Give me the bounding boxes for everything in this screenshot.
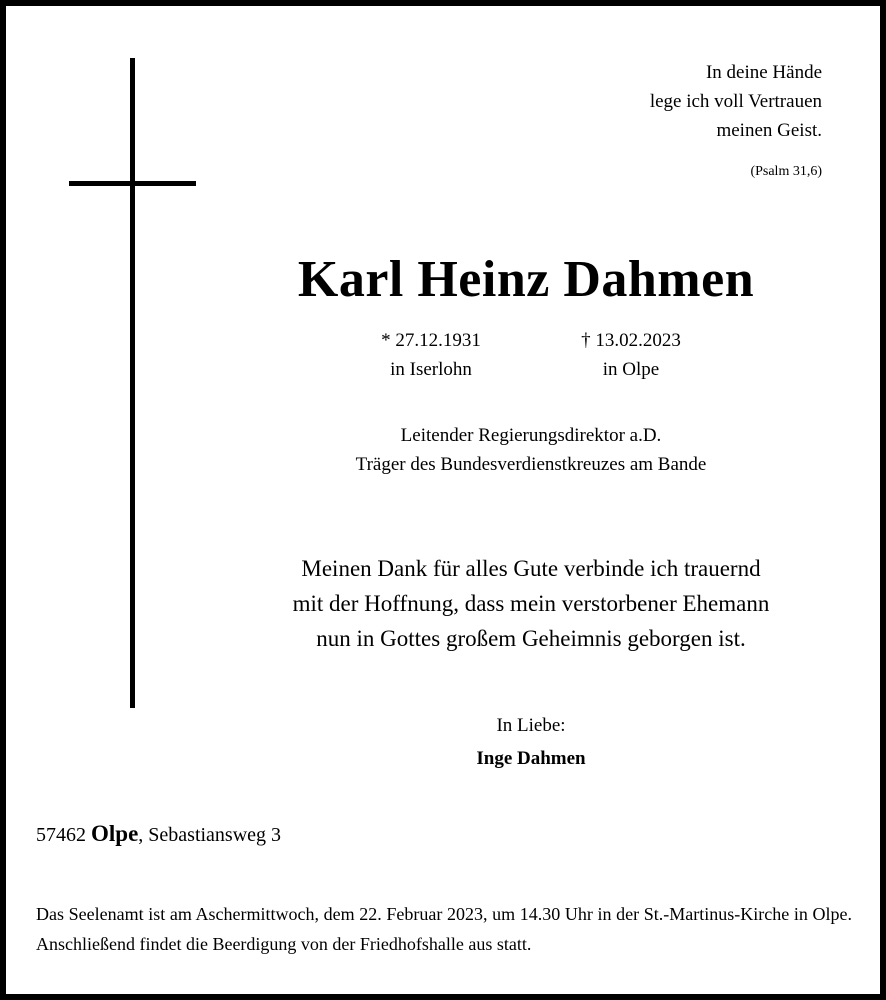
signature-block	[406, 709, 656, 775]
psalm-line: In deine Hände	[705, 62, 822, 83]
deceased-titles	[256, 421, 806, 479]
signer-name: Inge Dahmen	[476, 748, 586, 769]
birth-date: * 27.12.1931	[381, 330, 481, 351]
thanks-line: Meinen Dank für alles Gute verbinde ich trauernd	[301, 556, 761, 581]
funeral-notice: Das Seelenamt ist am Aschermittwoch, dem 22. Februar 2023, um 14.30 Uhr in der St.-Martinus-Kirche in Olpe. Anschließend findet die Beerdigung von der Friedhofshalle aus statt.	[36, 904, 852, 954]
thanks-message	[206, 551, 856, 656]
deceased-name: Karl Heinz Dahmen	[297, 251, 755, 308]
address	[36, 821, 281, 847]
death-info	[566, 326, 696, 384]
psalm-line: lege ich voll Vertrauen	[649, 91, 822, 112]
thanks-line: mit der Hoffnung, dass mein verstorbener Ehemann	[292, 591, 770, 616]
death-date: † 13.02.2023	[581, 330, 681, 351]
birth-info	[366, 326, 496, 384]
address-street: , Sebastiansweg 3	[138, 824, 282, 846]
address-city: Olpe	[91, 821, 139, 846]
psalm-quote	[650, 58, 822, 145]
signature-intro: In Liebe:	[496, 715, 566, 736]
psalm-reference: (Psalm 31,6)	[750, 164, 822, 179]
birth-place: in Iserlohn	[390, 359, 472, 380]
postal-code: 57462	[36, 824, 86, 846]
title-line: Träger des Bundesverdienstkreuzes am Bande	[355, 454, 707, 475]
title-line: Leitender Regierungsdirektor a.D.	[400, 425, 662, 446]
cross-icon-vertical	[130, 58, 135, 708]
cross-icon-horizontal	[69, 181, 196, 186]
psalm-line: meinen Geist.	[716, 120, 822, 141]
thanks-line: nun in Gottes großem Geheimnis geborgen ist.	[316, 626, 746, 651]
death-place: in Olpe	[602, 359, 660, 380]
